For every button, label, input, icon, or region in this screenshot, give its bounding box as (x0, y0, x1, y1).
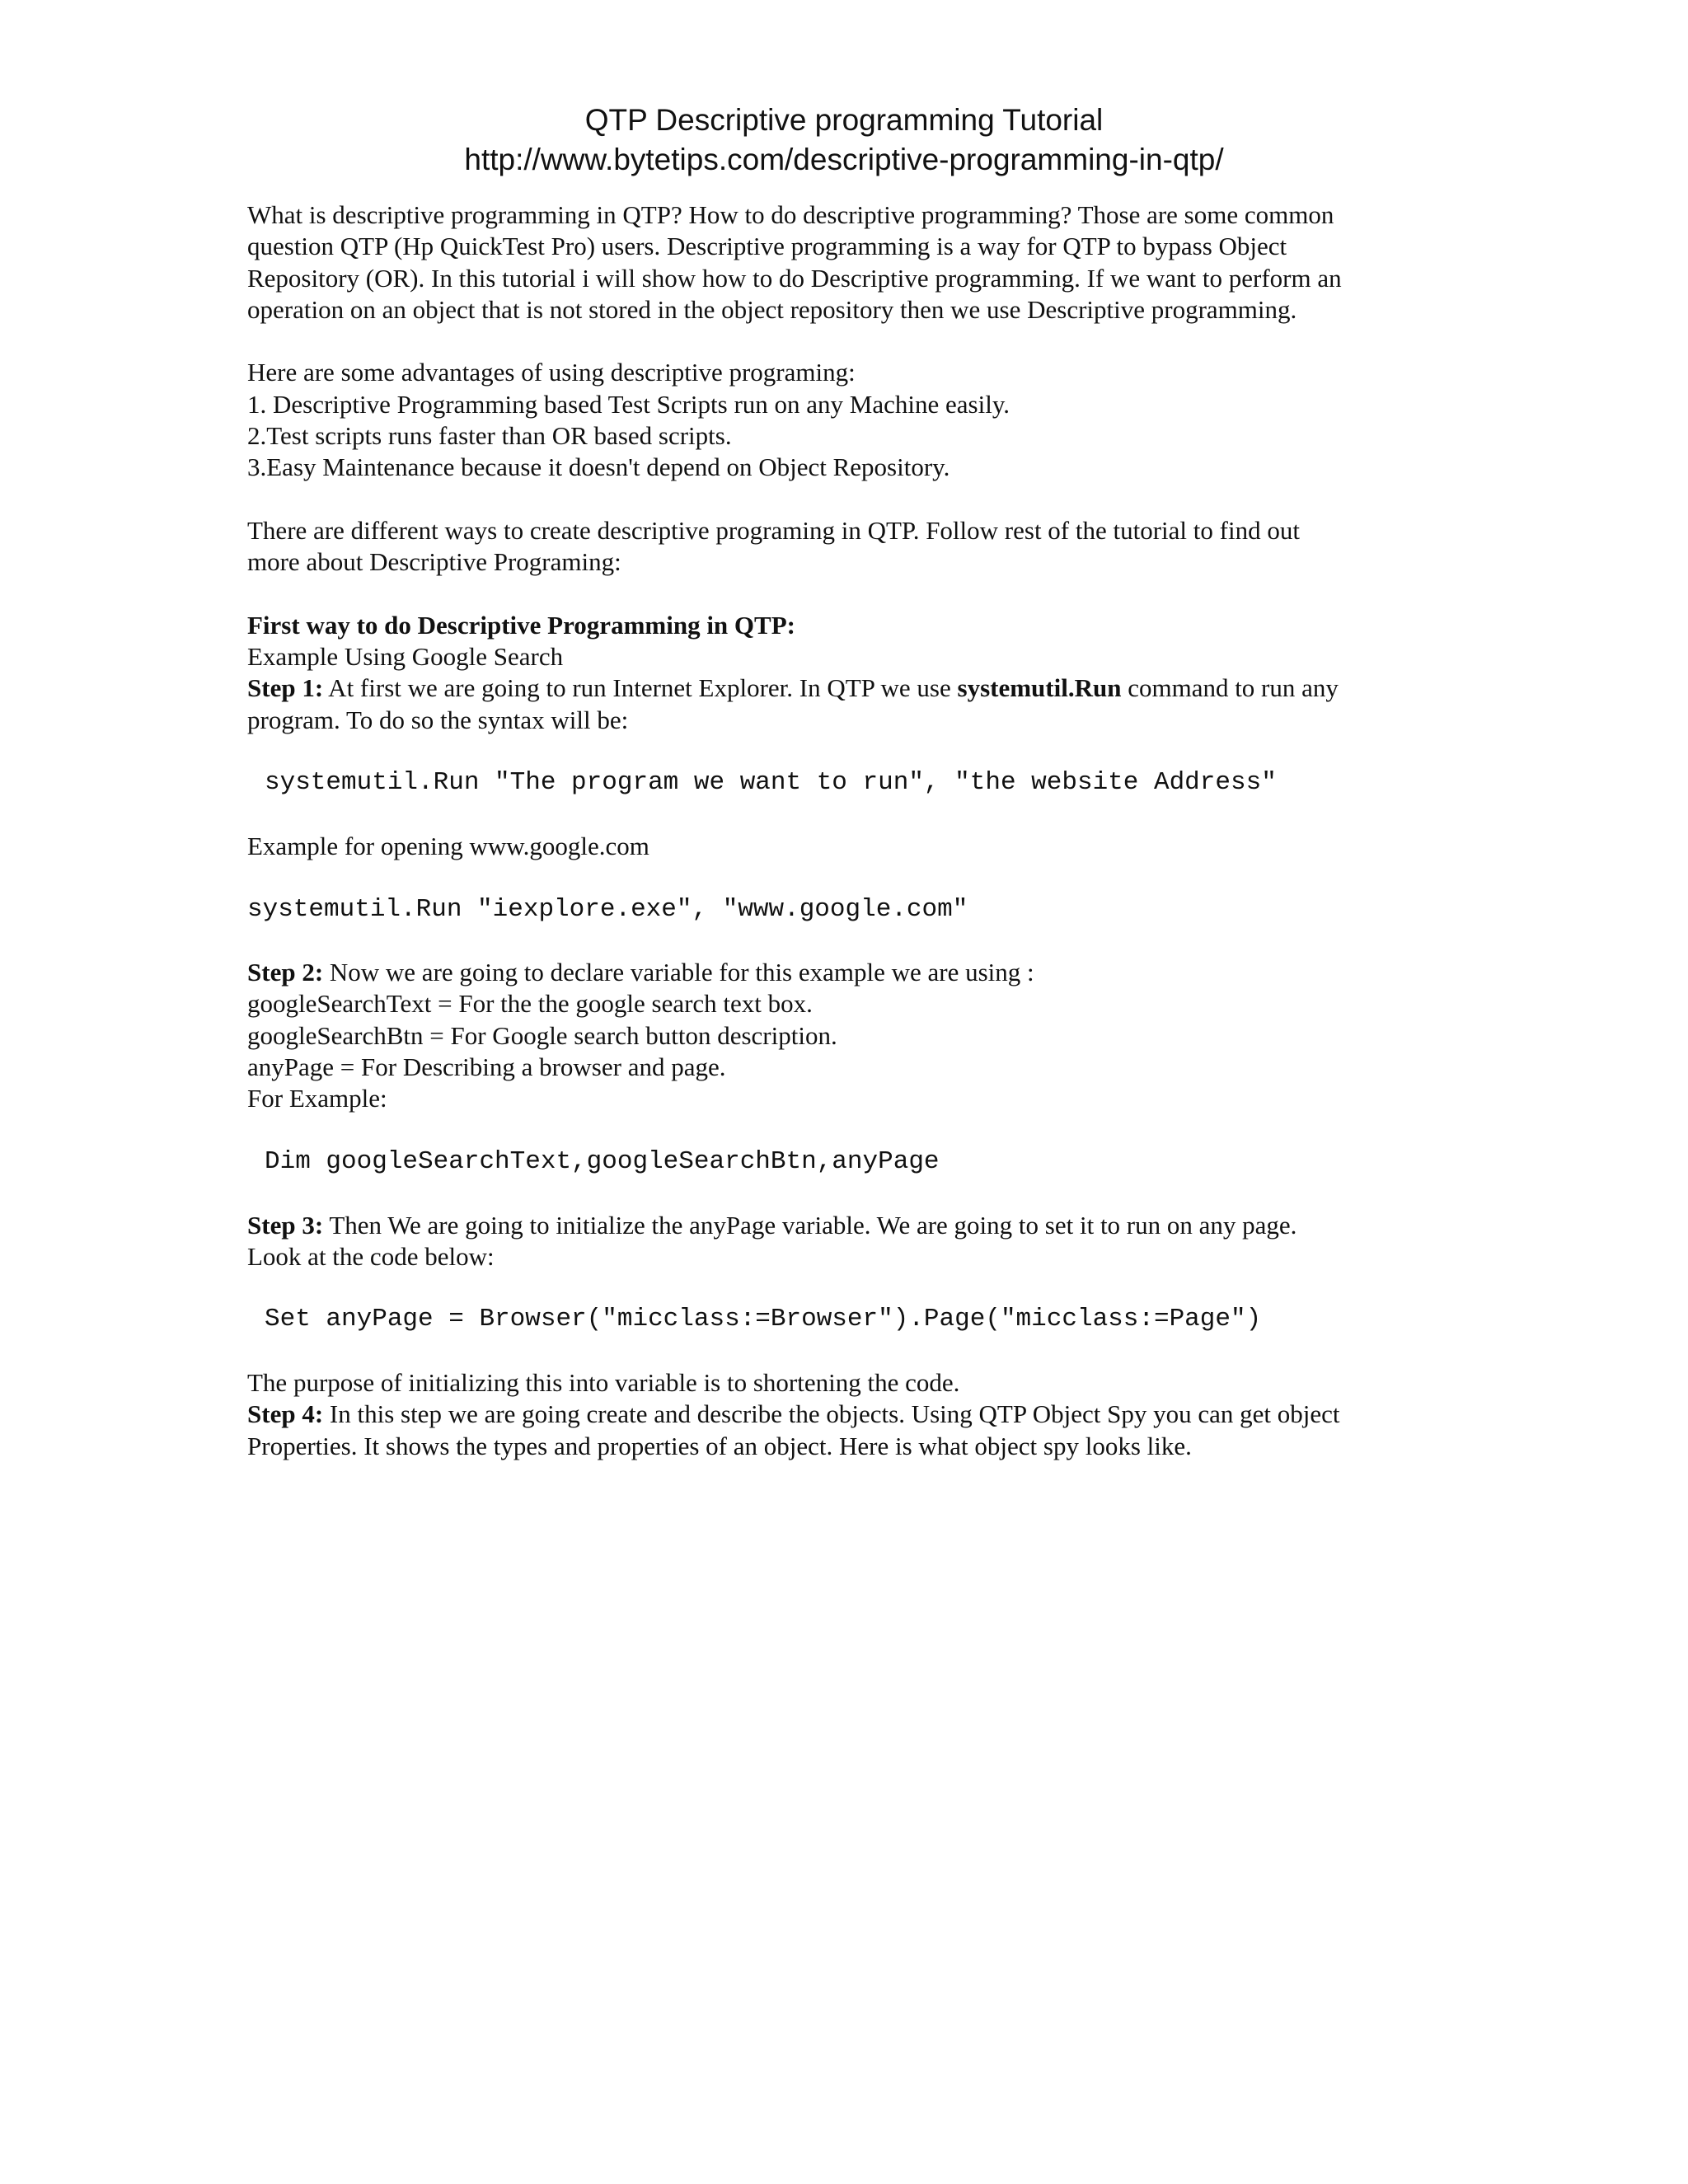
document-url: http://www.bytetips.com/descriptive-programming-in-qtp/ (464, 143, 1224, 176)
first-way-heading: First way to do Descriptive Programming in QTP: (247, 610, 795, 640)
step1-text: At first we are going to run Internet Explorer. In QTP we use (323, 673, 958, 703)
step4-section (247, 1367, 1451, 1462)
ways-paragraph (247, 515, 1451, 579)
code-syntax: systemutil.Run "The program we want to run", "the website Address" (265, 768, 1277, 798)
ways-line: more about Descriptive Programing: (247, 547, 621, 577)
step2-item: googleSearchText = For the the google search text box. (247, 989, 813, 1019)
code-example: systemutil.Run "iexplore.exe", "www.google.com" (247, 894, 968, 924)
step3-text: Then We are going to initialize the anyPage variable. We are going to set it to run on any page. (323, 1210, 1297, 1240)
intro-paragraph (247, 199, 1451, 326)
step2-section (247, 957, 1451, 1114)
step4-line (247, 1399, 1451, 1430)
code-set: Set anyPage = Browser("micclass:=Browser").Page("micclass:=Page") (265, 1305, 1262, 1334)
document-header (0, 101, 1688, 180)
step2-item: anyPage = For Describing a browser and page. (247, 1052, 726, 1082)
step2-text: Now we are going to declare variable for this example we are using : (323, 958, 1034, 987)
purpose-line: The purpose of initializing this into variable is to shortening the code. (247, 1367, 960, 1397)
step4-text: In this step we are going create and describe the objects. Using QTP Object Spy you can get object (323, 1399, 1340, 1429)
ways-line: There are different ways to create descriptive programing in QTP. Follow rest of the tutorial to find out (247, 515, 1300, 545)
step3-section (247, 1210, 1451, 1273)
code-dim: Dim googleSearchText,googleSearchBtn,anyPage (265, 1146, 940, 1176)
intro-line: Repository (OR). In this tutorial i will show how to do Descriptive programming. If we want to perform an (247, 263, 1342, 293)
step2-line (247, 957, 1451, 988)
step2-item: googleSearchBtn = For Google search button description. (247, 1020, 837, 1050)
step4-label: Step 4: (247, 1399, 324, 1429)
first-way-section (247, 610, 1451, 736)
step1-line (247, 673, 1451, 704)
advantage-item: 1. Descriptive Programming based Test Scripts run on any Machine easily. (247, 389, 1010, 419)
advantage-item: 3.Easy Maintenance because it doesn't depend on Object Repository. (247, 452, 950, 482)
document-body (247, 199, 1451, 1462)
step3-label: Step 3: (247, 1210, 324, 1240)
intro-line: operation on an object that is not stored in the object repository then we use Descriptive programming. (247, 294, 1297, 324)
step2-label: Step 2: (247, 958, 324, 987)
step4-line2: Properties. It shows the types and properties of an object. Here is what object spy looks like. (247, 1431, 1192, 1460)
step1-bold-term: systemutil.Run (957, 673, 1122, 703)
step2-item: For Example: (247, 1084, 387, 1113)
advantage-item: 2.Test scripts runs faster than OR based scripts. (247, 421, 732, 451)
step1-text-after: command to run any (1121, 673, 1339, 703)
example-open-line: Example for opening www.google.com (247, 831, 649, 860)
example-label: Example Using Google Search (247, 642, 564, 672)
step3-line (247, 1210, 1451, 1241)
advantages-heading: Here are some advantages of using descriptive programing: (247, 358, 856, 387)
intro-line: What is descriptive programming in QTP? How to do descriptive programming? Those are some common (247, 200, 1334, 229)
step1-line2: program. To do so the syntax will be: (247, 705, 629, 734)
step3-line2: Look at the code below: (247, 1241, 495, 1271)
intro-line: question QTP (Hp QuickTest Pro) users. Descriptive programming is a way for QTP to bypass Object (247, 232, 1287, 261)
step1-label: Step 1: (247, 673, 324, 703)
document-title: QTP Descriptive programming Tutorial (584, 103, 1104, 137)
advantages-section (247, 357, 1451, 483)
